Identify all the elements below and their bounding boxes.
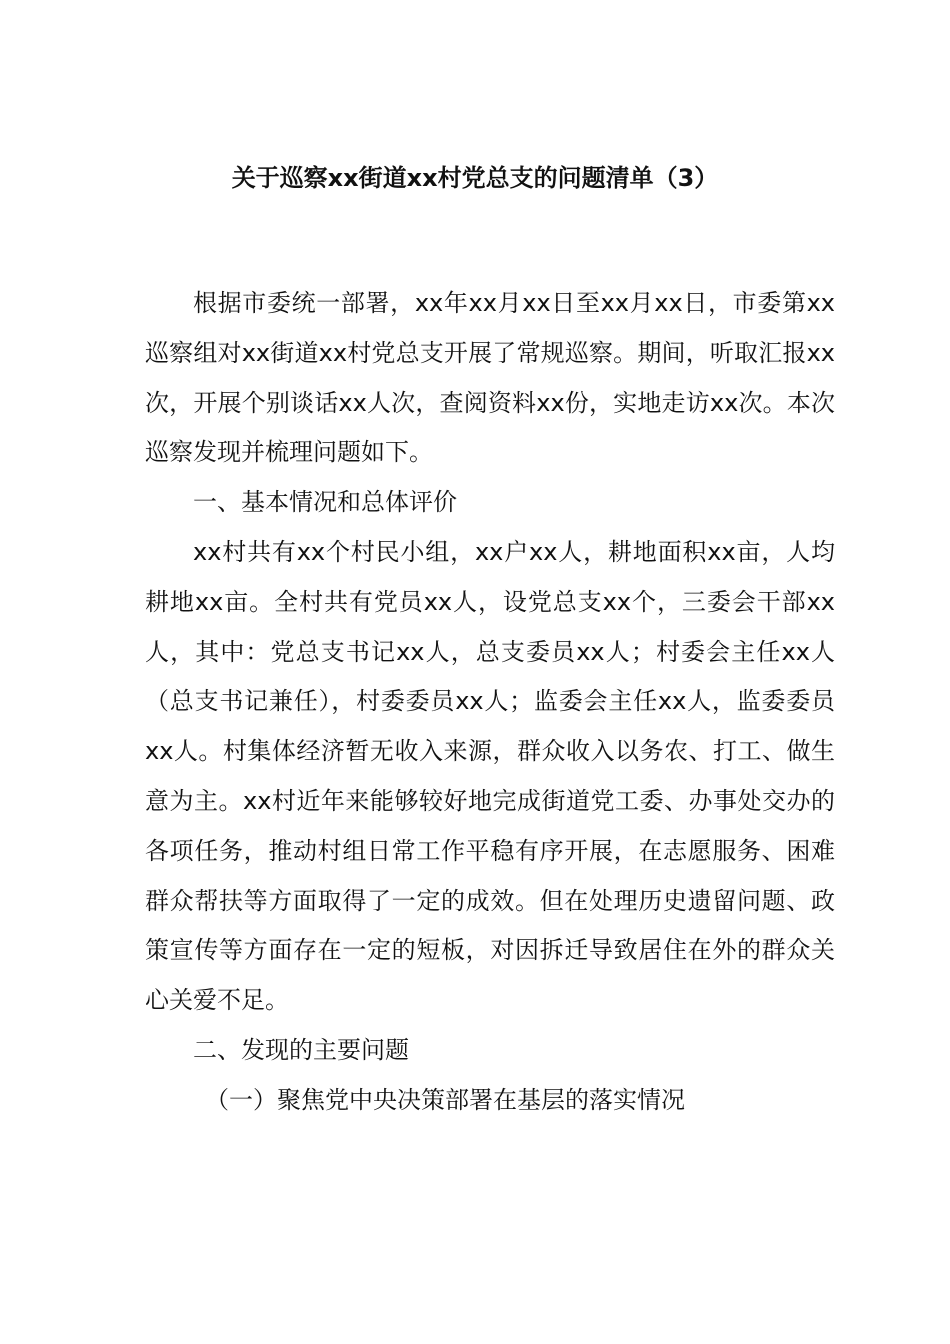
document-body xyxy=(145,279,835,1126)
basic-situation-paragraph: xx村共有xx个村民小组，xx户xx人，耕地面积xx亩，人均耕地xx亩。全村共有党员xx人，设党总支xx个，三委会干部xx人，其中：党总支书记xx人，总支委员xx人；村委会主任xx人（总支书记兼任），村委委员xx人；监委会主任xx人，监委委员xx人。村集体经济暂无收入来源，群众收入以务农、打工、做生意为主。xx村近年来能够较好地完成街道党工委、办事处交办的各项任务，推动村组日常工作平稳有序开展，在志愿服务、困难群众帮扶等方面取得了一定的成效。但在处理历史遗留问题、政策宣传等方面存在一定的短板，对因拆迁导致居住在外的群众关心关爱不足。 xyxy=(145,537,835,1015)
document-title: 关于巡察xx街道xx村党总支的问题清单（3） xyxy=(231,164,719,192)
section-heading-basic-situation: 一、基本情况和总体评价 xyxy=(193,488,457,517)
subsection-heading-policy-implementation: （一）聚焦党中央决策部署在基层的落实情况 xyxy=(205,1085,685,1114)
intro-paragraph: 根据市委统一部署，xx年xx月xx日至xx月xx日，市委第xx巡察组对xx街道xx村党总支开展了常规巡察。期间，听取汇报xx次，开展个别谈话xx人次，查阅资料xx份，实地走访xx次。本次巡察发现并梳理问题如下。 xyxy=(145,289,835,467)
section-heading-main-problems: 二、发现的主要问题 xyxy=(193,1035,409,1064)
